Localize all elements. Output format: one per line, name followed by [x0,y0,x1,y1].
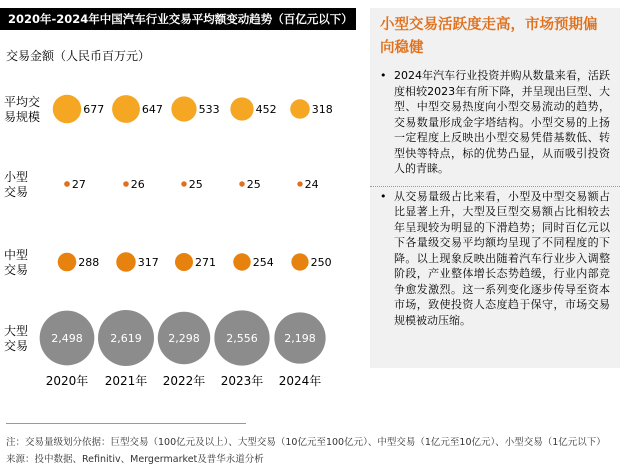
unit-label: 交易金额（人民币百万元） [6,49,151,63]
data-bubble [290,99,310,119]
data-bubble [171,96,196,121]
x-tick-label: 2022年 [162,374,206,388]
panel-divider [370,186,620,187]
x-tick-label: 2020年 [45,374,89,388]
row-label: 交易 [4,263,29,277]
data-label: 317 [137,256,159,269]
data-label: 25 [188,178,203,191]
insight-panel [370,8,620,368]
data-bubble [112,95,140,123]
bubble-chart [0,80,360,400]
footnote: 注：交易量级划分依据：巨型交易（100亿元及以上）、大型交易（10亿元至100亿元）、中型交易（1亿元至10亿元）、小型交易（1亿元以下） [6,437,606,448]
footer-divider [6,423,246,424]
data-bubble [123,181,129,187]
data-bubble [58,253,77,272]
data-bubble [291,253,308,270]
insight-text-1: 2024年汽车行业投资并购从数量来看，活跃度相较2023年有所下降，并呈现出巨型、大型、中型交易热度向小型交易流动的趋势，交易数量形成金字塔结构。小型交易的上扬一定程度上反映出小型交易凭借基数低、转型快等特点，标的优势凸显，从而吸引投资人的青睐。 [394,69,610,175]
data-bubble [230,97,253,120]
row-label: 小型 [4,170,29,184]
row-label: 大型 [4,324,29,338]
row-label: 易规模 [4,110,41,124]
data-label: 2,198 [284,332,316,345]
x-tick-label: 2024年 [278,374,322,388]
row-label: 交易 [4,185,29,199]
data-bubble [53,95,81,123]
data-label: 27 [71,178,86,191]
data-label: 318 [311,103,333,116]
x-tick-label: 2021年 [104,374,148,388]
x-tick-label: 2023年 [220,374,264,388]
row-label: 交易 [4,339,29,353]
data-label: 288 [78,256,100,269]
data-label: 533 [198,103,220,116]
data-bubble [64,181,70,187]
source-note: 来源：投中数据、Refinitiv、Mergermarket及普华永道分析 [6,454,264,465]
data-bubble [239,181,244,186]
data-label: 25 [246,178,261,191]
data-label: 254 [252,256,274,269]
data-bubble [233,253,250,270]
chart-title: 2020年-2024年中国汽车行业交易平均额变动趋势（百亿元以下） [0,8,356,30]
row-label: 中型 [4,248,29,262]
data-label: 24 [304,178,319,191]
data-label: 2,556 [226,332,258,345]
row-label: 平均交 [4,95,41,109]
data-label: 2,619 [110,332,142,345]
data-label: 2,498 [51,332,83,345]
data-bubble [175,253,193,271]
data-label: 677 [83,103,105,116]
data-label: 271 [195,256,217,269]
data-label: 2,298 [168,332,200,345]
insight-title: 小型交易活跃度走高，市场预期偏向稳健 [380,17,598,56]
data-label: 250 [310,256,332,269]
data-bubble [181,181,186,186]
bullet-icon: • [380,69,387,82]
insight-bullet-2 [380,189,610,329]
data-label: 452 [255,103,277,116]
insight-bullet-1 [380,68,610,177]
data-bubble [297,181,302,186]
data-label: 647 [141,103,163,116]
insight-text-2: 从交易量级占比来看，小型及中型交易额占比显著上升，大型及巨型交易额占比相较去年呈现较为明显的下滑趋势；同时百亿元以下各量级交易平均额均呈现了不同程度的下降。以上现象反映出随着汽车行业步入调整阶段，产业整体增长态势趋缓，行业内部竞争愈发激烈。这一系列变化逐步传导至资本市场，致使投资人态度趋于保守，市场交易规模被动压缩。 [394,189,610,327]
bullet-icon: • [380,189,387,203]
data-label: 26 [130,178,145,191]
data-bubble [116,252,135,271]
